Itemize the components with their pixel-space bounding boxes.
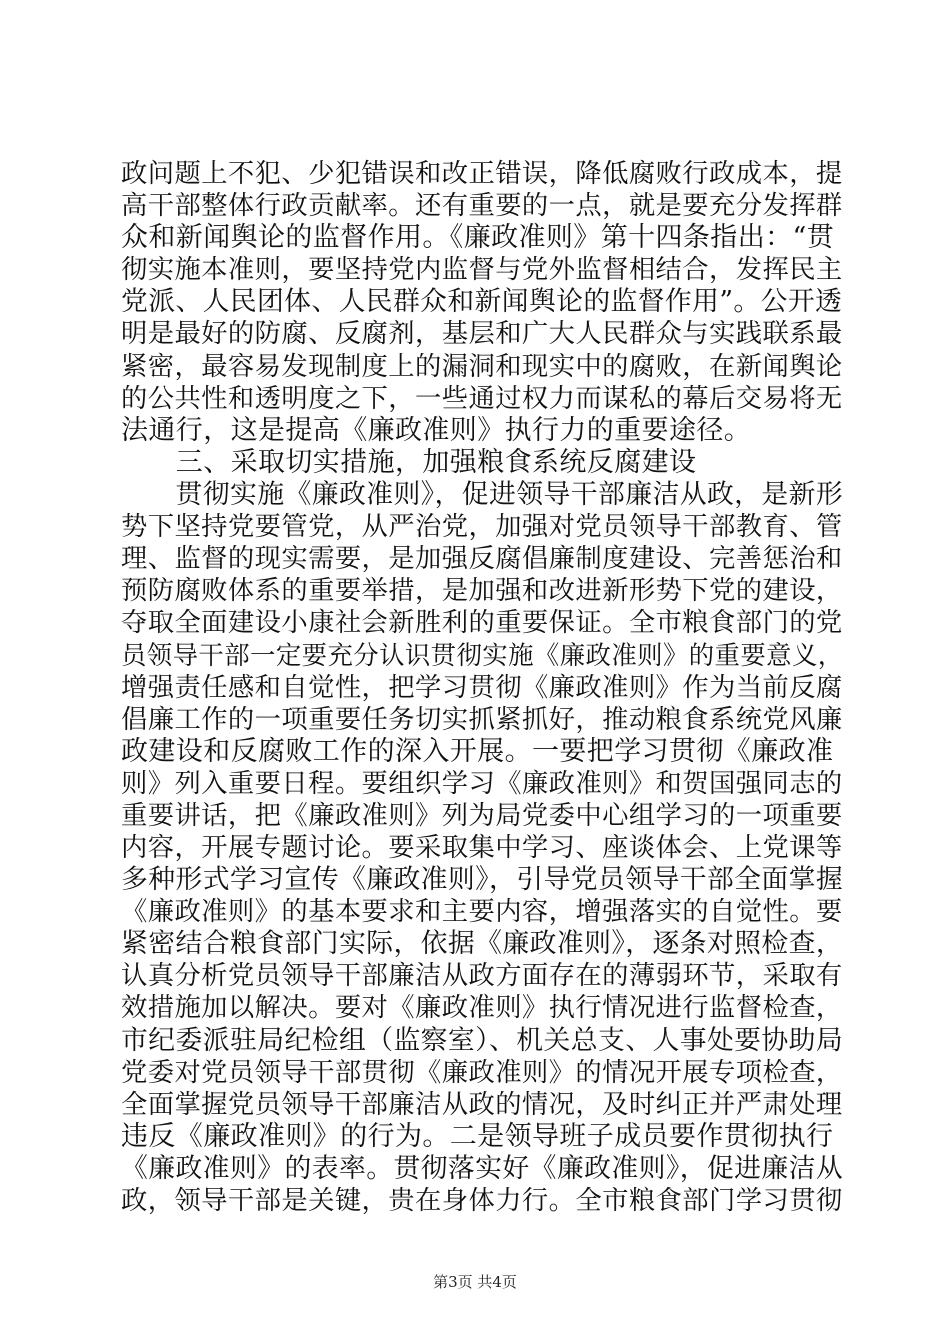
text-line: 众和新闻舆论的监督作用。《廉政准则》第十四条指出：“贯	[121, 222, 835, 254]
text-line: 法通行，这是提高《廉政准则》执行力的重要途径。	[121, 414, 752, 446]
text-line: 员领导干部一定要充分认识贯彻实施《廉政准则》的重要意义，	[121, 640, 844, 671]
text-line: 则》列入重要日程。要组织学习《廉政准则》和贺国强同志的	[121, 768, 843, 799]
text-line: 彻实施本准则，要坚持党内监督与党外监督相结合，发挥民主	[121, 255, 843, 286]
text-line: 效措施加以解决。要对《廉政准则》执行情况进行监督检查，	[121, 993, 843, 1024]
text-line: 《廉政准则》的基本要求和主要内容，增强落实的自觉性。要	[121, 897, 843, 928]
text-line: 紧密，最容易发现制度上的漏洞和现实中的腐败，在新闻舆论	[121, 351, 843, 382]
text-line: 三、采取切实措施，加强粮食系统反腐建设	[121, 446, 697, 478]
text-line: 预防腐败体系的重要举措，是加强和改进新形势下党的建设，	[121, 576, 843, 607]
text-line: 市纪委派驻局纪检组（监察室）、机关总支、人事处要协助局	[121, 1024, 844, 1056]
text-line: 政问题上不犯、少犯错误和改正错误，降低腐败行政成本，提	[121, 159, 843, 189]
text-line: 政，领导干部是关键，贵在身体力行。全市粮食部门学习贯彻	[121, 1186, 843, 1216]
text-line: 高干部整体行政贡献率。还有重要的一点，就是要充分发挥群	[121, 191, 843, 222]
text-line: 认真分析党员领导干部廉洁从政方面存在的薄弱环节，采取有	[121, 961, 843, 992]
text-line: 明是最好的防腐、反腐剂，基层和广大人民群众与实践联系最	[121, 319, 843, 350]
text-line: 党委对党员领导干部贯彻《廉政准则》的情况开展专项检查，	[121, 1057, 843, 1088]
body-text	[121, 158, 844, 1217]
text-line: 倡廉工作的一项重要任务切实抓紧抓好，推动粮食系统党风廉	[121, 704, 843, 735]
text-line: 贯彻实施《廉政准则》，促进领导干部廉洁从政，是新形	[121, 478, 844, 510]
text-line: 全面掌握党员领导干部廉洁从政的情况，及时纠正并严肃处理	[121, 1089, 843, 1120]
text-line: 党派、人民团体、人民群众和新闻舆论的监督作用”。公开透	[121, 286, 843, 318]
text-line: 政建设和反腐败工作的深入开展。一要把学习贯彻《廉政准	[121, 735, 834, 767]
text-line: 《廉政准则》的表率。贯彻落实好《廉政准则》，促进廉洁从	[121, 1152, 844, 1184]
text-line: 紧密结合粮食部门实际，依据《廉政准则》，逐条对照检查，	[121, 928, 844, 960]
text-line: 违反《廉政准则》的行为。二是领导班子成员要作贯彻执行	[121, 1120, 834, 1152]
text-line: 势下坚持党要管党，从严治党，加强对党员领导干部教育、管	[121, 512, 843, 543]
text-line: 夺取全面建设小康社会新胜利的重要保证。全市粮食部门的党	[121, 608, 843, 639]
text-line: 理、监督的现实需要，是加强反腐倡廉制度建设、完善惩治和	[121, 544, 843, 575]
text-line: 多种形式学习宣传《廉政准则》，引导党员领导干部全面掌握	[121, 864, 844, 896]
text-line: 重要讲话，把《廉政准则》列为局党委中心组学习的一项重要	[121, 800, 843, 831]
text-line: 增强责任感和自觉性，把学习贯彻《廉政准则》作为当前反腐	[121, 672, 843, 703]
text-line: 内容，开展专题讨论。要采取集中学习、座谈体会、上党课等	[121, 832, 843, 863]
text-line: 的公共性和透明度之下，一些通过权力而谋私的幕后交易将无	[121, 383, 843, 414]
page-footer: 第3页 共4页	[433, 1273, 517, 1291]
